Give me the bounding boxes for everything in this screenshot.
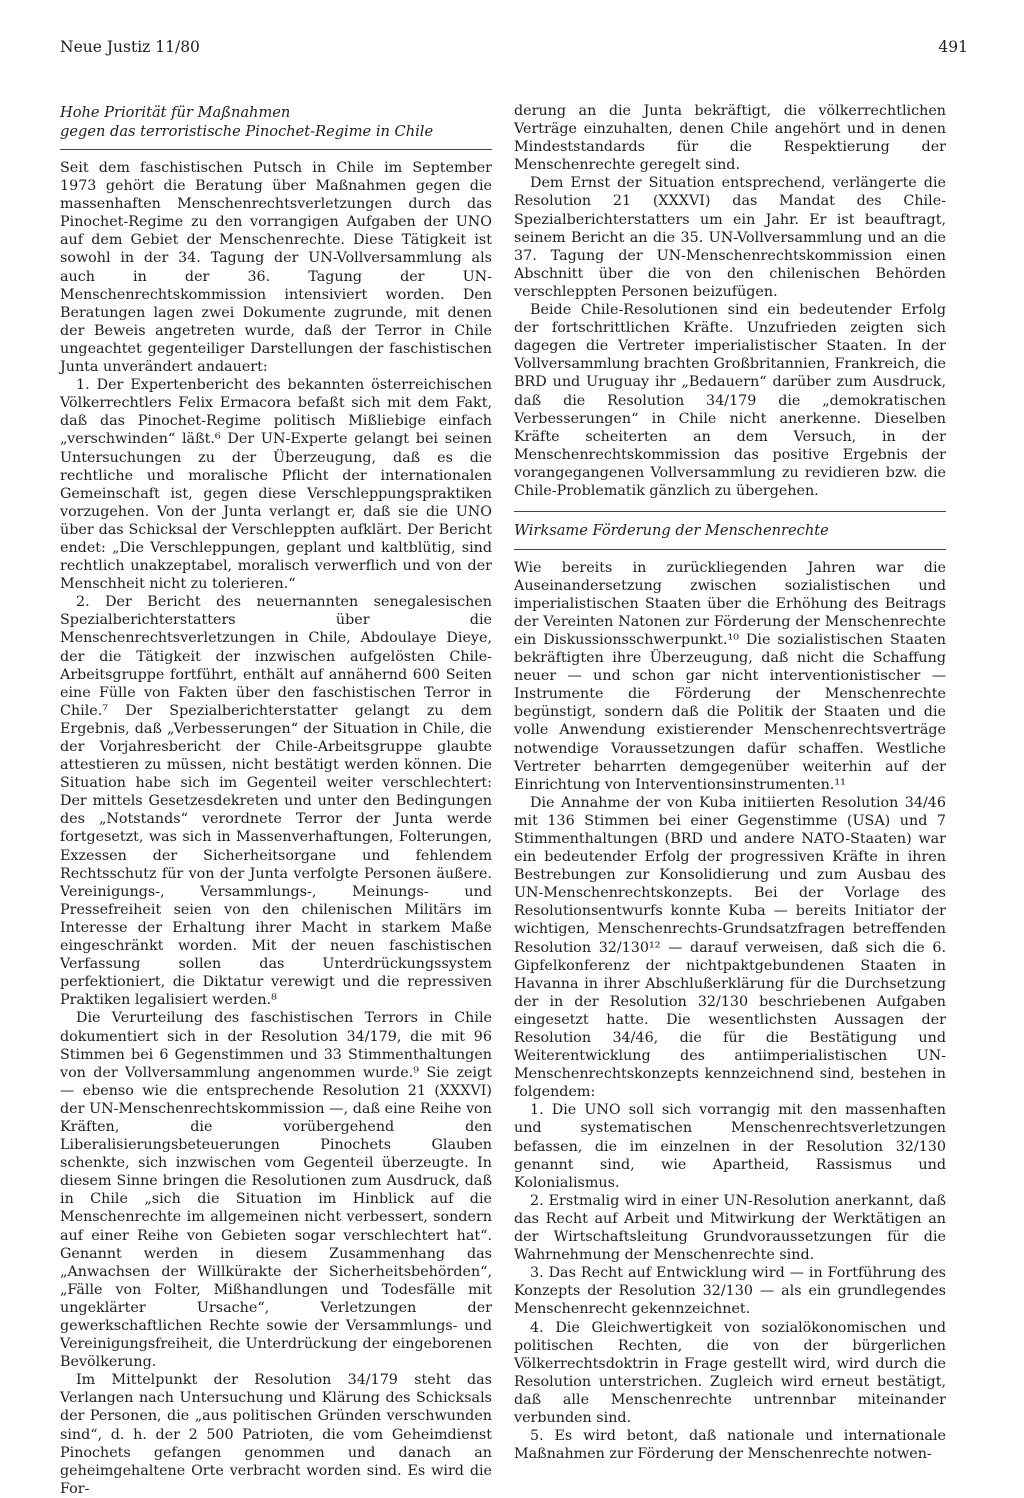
paragraph: 1. Der Expertenbericht des bekannten österreichischen Völkerrechtlers Felix Ermacora befaßt sich mit dem Fakt, daß das Pinochet-Regime politisch Mißliebige einfach „verschwinden“ läßt.⁶ Der UN-Experte gelangt bei seinen Untersuchungen zu der Überzeugung, daß es die rechtliche und moralische Pflicht der internationalen Gemeinschaft ist, gegen diese Verschleppungspraktiken vorzugehen. Von der Junta verlangt er, daß sie die UNO über das Schicksal der Verschleppten aufklärt. Der Bericht endet: „Die Verschleppungen, geplant und kaltblütig, sind rechtlich unakzeptabel, moralisch verwerflich und von der Menschheit nicht zu tolerieren.“	[60, 377, 492, 593]
left-column	[60, 104, 492, 1498]
paragraph: Im Mittelpunkt der Resolution 34/179 steht das Verlangen nach Untersuchung und Klärung des Schicksals der Personen, die „aus politischen Gründen verschwunden sind“, d. h. der 2 500 Patrioten, die vom Geheimdienst Pinochets gefangen genommen und danach an geheimgehaltene Orte verbracht worden sind. Es wird die For-	[60, 1372, 492, 1497]
running-head	[60, 38, 968, 62]
paragraph: 5. Es wird betont, daß nationale und internationale Maßnahmen zur Förderung der Menschenrechte notwen-	[514, 1428, 946, 1463]
paragraph: Die Verurteilung des faschistischen Terrors in Chile dokumentiert sich in der Resolution 34/179, die mit 96 Stimmen bei 6 Gegenstimmen und 33 Stimmenthaltungen von der Vollversammlung angenommen wurde.⁹ Sie zeigt — ebenso wie die entsprechende Resolution 21 (XXXVI) der UN-Menschenrechtskommission —, daß eine Reihe von Kräften, die vorübergehend den Liberalisierungsbeteuerungen Pinochets Glauben schenkte, sich inzwischen vom Gegenteil überzeugte. In diesem Sinne bringen die Resolutionen zum Ausdruck, daß in Chile „sich die Situation im Hinblick auf die Menschenrechte im allgemeinen nicht verbessert, sondern auf einer Reihe von Gebieten sogar verschlechtert hat“. Genannt werden in diesem Zusammenhang das „Anwachsen der Willkürakte der Sicherheitsbehörden“, „Fälle von Folter, Mißhandlungen und Todesfälle mit ungeklärter Ursache“, Verletzungen der gewerkschaftlichen Rechte sowie der Versammlungs- und Vereinigungsfreiheit, die Unterdrückung der eingeborenen Bevölkerung.	[60, 1010, 492, 1371]
paragraph: 3. Das Recht auf Entwicklung wird — in Fortführung des Konzepts der Resolution 32/130 — als ein grundlegendes Menschenrecht gekennzeichnet.	[514, 1265, 946, 1318]
section-title-chile	[60, 104, 492, 150]
section-title-line: Wirksame Förderung der Menschenrechte	[514, 522, 829, 540]
paragraph: Dem Ernst der Situation entsprechend, verlängerte die Resolution 21 (XXXVI) das Mandat des Chile-Spezialberichterstatters um ein Jahr. Er ist beauftragt, seinem Bericht an die 35. UN-Vollversammlung und an die 37. Tagung der UN-Menschenrechtskommission einen Abschnitt über die von den chilenischen Behörden verschleppten Personen beizufügen.	[514, 175, 946, 300]
section-title-menschenrechte	[514, 511, 946, 550]
paragraph: derung an die Junta bekräftigt, die völkerrechtlichen Verträge einzuhalten, denen Chile angehört und in denen Mindeststandards für die Respektierung der Menschenrechte geregelt sind.	[514, 103, 946, 174]
paragraph: 2. Der Bericht des neuernannten senegalesischen Spezialberichterstatters über die Menschenrechtsverletzungen in Chile, Abdoulaye Dieye, der die Tätigkeit der inzwischen aufgelösten Chile-Arbeitsgruppe fortführt, enthält auf annähernd 600 Seiten eine Fülle von Fakten über den faschistischen Terror in Chile.⁷ Der Spezialberichterstatter gelangt zu dem Ergebnis, daß „Verbesserungen“ der Situation in Chile, die der Vorjahresbericht der Chile-Arbeitsgruppe glaubte attestieren zu müssen, nicht bestätigt werden können. Die Situation habe sich im Gegenteil weiter verschlechtert: Der mittels Gesetzesdekreten und unter den Bedingungen des „Notstands“ verordnete Terror der Junta werde fortgesetzt, was sich in Massenverhaftungen, Folterungen, Exzessen der Sicherheitsorgane und fehlendem Rechtsschutz für von der Junta verfolgte Personen äußere. Vereinigungs-, Versammlungs-, Meinungs- und Pressefreiheit seien von den chilenischen Militärs im Interesse der Erhaltung ihrer Macht in starkem Maße eingeschränkt worden. Mit der neuen faschistischen Verfassung sollen das Unterdrückungssystem perfektioniert, die Diktatur verewigt und die repressiven Praktiken legalisiert werden.⁸	[60, 594, 492, 1009]
paragraph: 2. Erstmalig wird in einer UN-Resolution anerkannt, daß das Recht auf Arbeit und Mitwirkung der Werktätigen an der Wirtschaftsleitung Grundvoraussetzungen für die Wahrnehmung der Menschenrechte sind.	[514, 1192, 946, 1264]
page-number: 491	[938, 38, 968, 56]
paragraph: Seit dem faschistischen Putsch in Chile im September 1973 gehört die Beratung über Maßnahmen gegen die massenhaften Menschenrechtsverletzungen durch das Pinochet-Regime zu den vorrangigen Aufgaben der UNO auf dem Gebiet der Menschenrechte. Diese Tätigkeit ist sowohl in der 34. Tagung der UN-Vollversammlung als auch in der 36. Tagung der UN-Menschenrechtskommission intensiviert worden. Den Beratungen lagen zwei Dokumente zugrunde, mit denen der Beweis angetreten wurde, daß der Terror in Chile ungeachtet gegenteiliger Darstellungen der faschistischen Junta unverändert andauert:	[60, 160, 492, 376]
paragraph: Wie bereits in zurückliegenden Jahren war die Auseinandersetzung zwischen sozialistischen und imperialistischen Staaten über die Erhöhung des Beitrags der Vereinten Natonen zur Förderung der Menschenrechte ein Diskussionsschwerpunkt.¹⁰ Die sozialistischen Staaten bekräftigten ihre Überzeugung, daß nicht die Schaffung neuer — und schon gar nicht interventionistischer — Instrumente die Förderung der Menschenrechte begünstigt, sondern daß die Politik der Staaten und die volle Anwendung existierender Menschenrechtsverträge notwendige Voraussetzungen dafür schaffen. Westliche Vertreter beharrten demgegenüber weiterhin auf der Einrichtung von Interventionsinstrumenten.¹¹	[514, 559, 946, 793]
journal-issue: Neue Justiz 11/80	[60, 38, 200, 56]
paragraph: Beide Chile-Resolutionen sind ein bedeutender Erfolg der fortschrittlichen Kräfte. Unzufrieden zeigten sich dagegen die Vertreter imperialistischer Staaten. In der Vollversammlung brachten Großbritannien, Frankreich, die BRD und Uruguay ihr „Bedauern“ darüber zum Ausdruck, daß die Resolution 34/179 die „demokratischen Verbesserungen“ in Chile nicht anerkenne. Dieselben Kräfte scheiterten an dem Versuch, in der Menschenrechtskommission das positive Ergebnis der vorangegangenen Vollversammlung zu revidieren bzw. die Chile-Problematik gänzlich zu übergehen.	[514, 302, 946, 499]
right-column	[514, 102, 946, 1463]
section-title-line: Hohe Priorität für Maßnahmen	[60, 104, 291, 121]
paragraph: 1. Die UNO soll sich vorrangig mit den massenhaften und systematischen Menschenrechtsverletzungen befassen, die im einzelnen in der Resolution 32/130 genannt sind, wie Apartheid, Rassismus und Kolonialismus.	[514, 1102, 946, 1191]
paragraph: 4. Die Gleichwertigkeit von sozialökonomischen und politischen Rechten, die von der bürgerlichen Völkerrechtsdoktrin in Frage gestellt wird, wird durch die Resolution unterstrichen. Zugleich wird erneut bestätigt, daß alle Menschenrechte untrennbar miteinander verbunden sind.	[514, 1319, 946, 1426]
section-title-line: gegen das terroristische Pinochet-Regime in Chile	[60, 122, 434, 140]
paragraph: Die Annahme der von Kuba initiierten Resolution 34/46 mit 136 Stimmen bei einer Gegenstimme (USA) und 7 Stimmenthaltungen (BRD und andere NATO-Staaten) war ein bedeutender Erfolg der progressiven Kräfte in ihren Bestrebungen zur Konsolidierung und zum Ausbau des UN-Menschenrechtskonzepts. Bei der Vorlage des Resolutionsentwurfs konnte Kuba — bereits Initiator der wichtigen, Menschenrechts-Grundsatzfragen betreffenden Resolution 32/130¹² — darauf verweisen, daß sich die 6. Gipfelkonferenz der nichtpaktgebundenen Staaten in Havanna in ihrer Abschlußerklärung für die Durchsetzung der in der Resolution 32/130 beschriebenen Aufgaben eingesetzt hatte. Die wesentlichsten Aussagen der Resolution 34/46, die für die Bestätigung und Weiterentwicklung des antiimperialistischen UN-Menschenrechtskonzepts kennzeichnend sind, bestehen in folgendem:	[514, 794, 946, 1101]
